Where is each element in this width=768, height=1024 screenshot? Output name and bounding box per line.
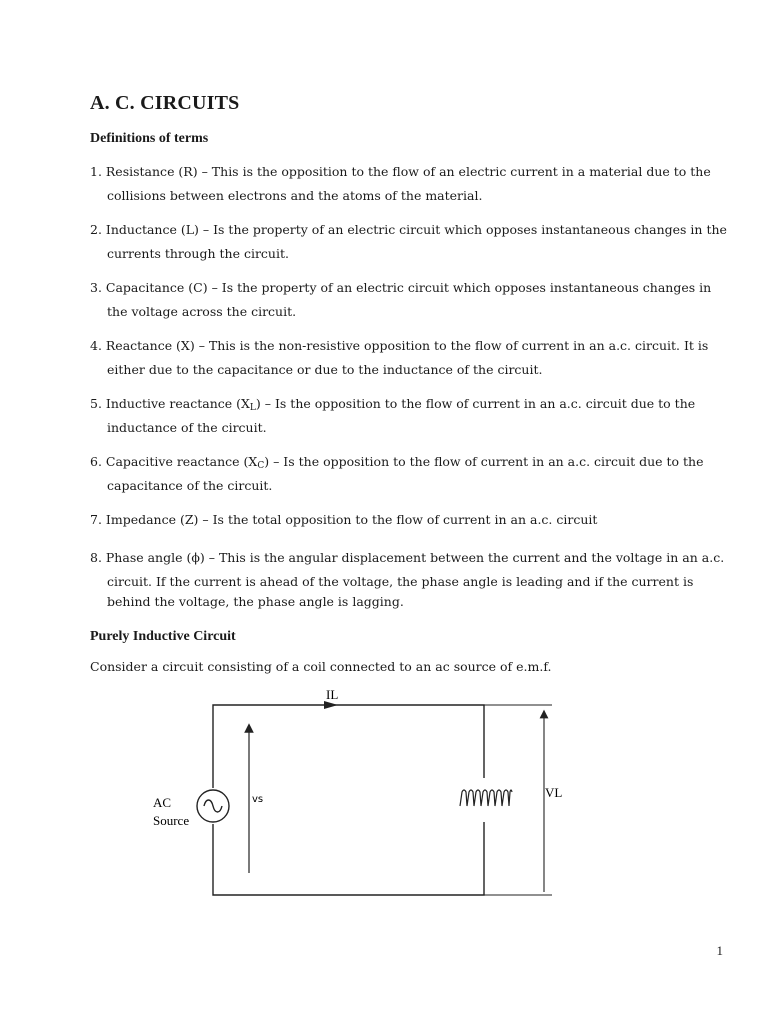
definitions-heading: Definitions of terms xyxy=(90,131,209,146)
circuit-diagram xyxy=(140,680,580,910)
page-number: 1 xyxy=(716,943,723,958)
source-label-source: Source xyxy=(153,813,190,828)
inductor-coil-icon xyxy=(460,790,512,806)
definition-item: 2. Inductance (L) – Is the property of an electric circuit which opposes instantaneous changes in the currents through the circuit. xyxy=(90,222,727,261)
page-title: A. C. CIRCUITS xyxy=(90,92,240,114)
ac-source-icon xyxy=(197,790,229,822)
vs-label: vs xyxy=(252,794,264,805)
definition-item: 3. Capacitance (C) – Is the property of an electric circuit which opposes instantaneous changes in the voltage across the circuit. xyxy=(90,280,712,319)
current-label: IL xyxy=(326,687,339,702)
vl-label: VL xyxy=(545,785,563,800)
source-label-ac: AC xyxy=(153,795,172,810)
definition-item: 6. Capacitive reactance $(X_C)$ – Is the opposition to the flow of current in an a.c. circuit due to the capacitance of the circuit. xyxy=(90,454,704,493)
definition-item: 5. Inductive reactance $(X_L)$ – Is the opposition to the flow of current in an a.c. circuit due to the inductance of the circuit. xyxy=(90,396,696,435)
definition-item: 4. Reactance (X) – This is the non-resistive opposition to the flow of current in an a.c. circuit. It is either due to the capacitance or due to the inductance of the circuit. xyxy=(90,338,709,377)
section-heading: Purely Inductive Circuit xyxy=(90,629,236,644)
definition-item: 7. Impedance (Z) – Is the total opposition to the flow of current in an a.c. circuit xyxy=(90,512,598,527)
definition-item: 8. Phase angle (ϕ) – This is the angular displacement between the current and the voltage in an a.c. circuit. If the current is ahead of the voltage, the phase angle is leading and if the current is behind the voltage, the phase angle is lagging. xyxy=(90,550,725,609)
definition-item: 1. Resistance (R) – This is the opposition to the flow of an electric current in a material due to the collisions between electrons and the atoms of the material. xyxy=(90,164,711,203)
intro-paragraph: Consider a circuit consisting of a coil connected to an ac source of e.m.f. xyxy=(90,659,552,674)
current-arrow-icon xyxy=(324,701,338,709)
definitions-list xyxy=(90,162,730,612)
